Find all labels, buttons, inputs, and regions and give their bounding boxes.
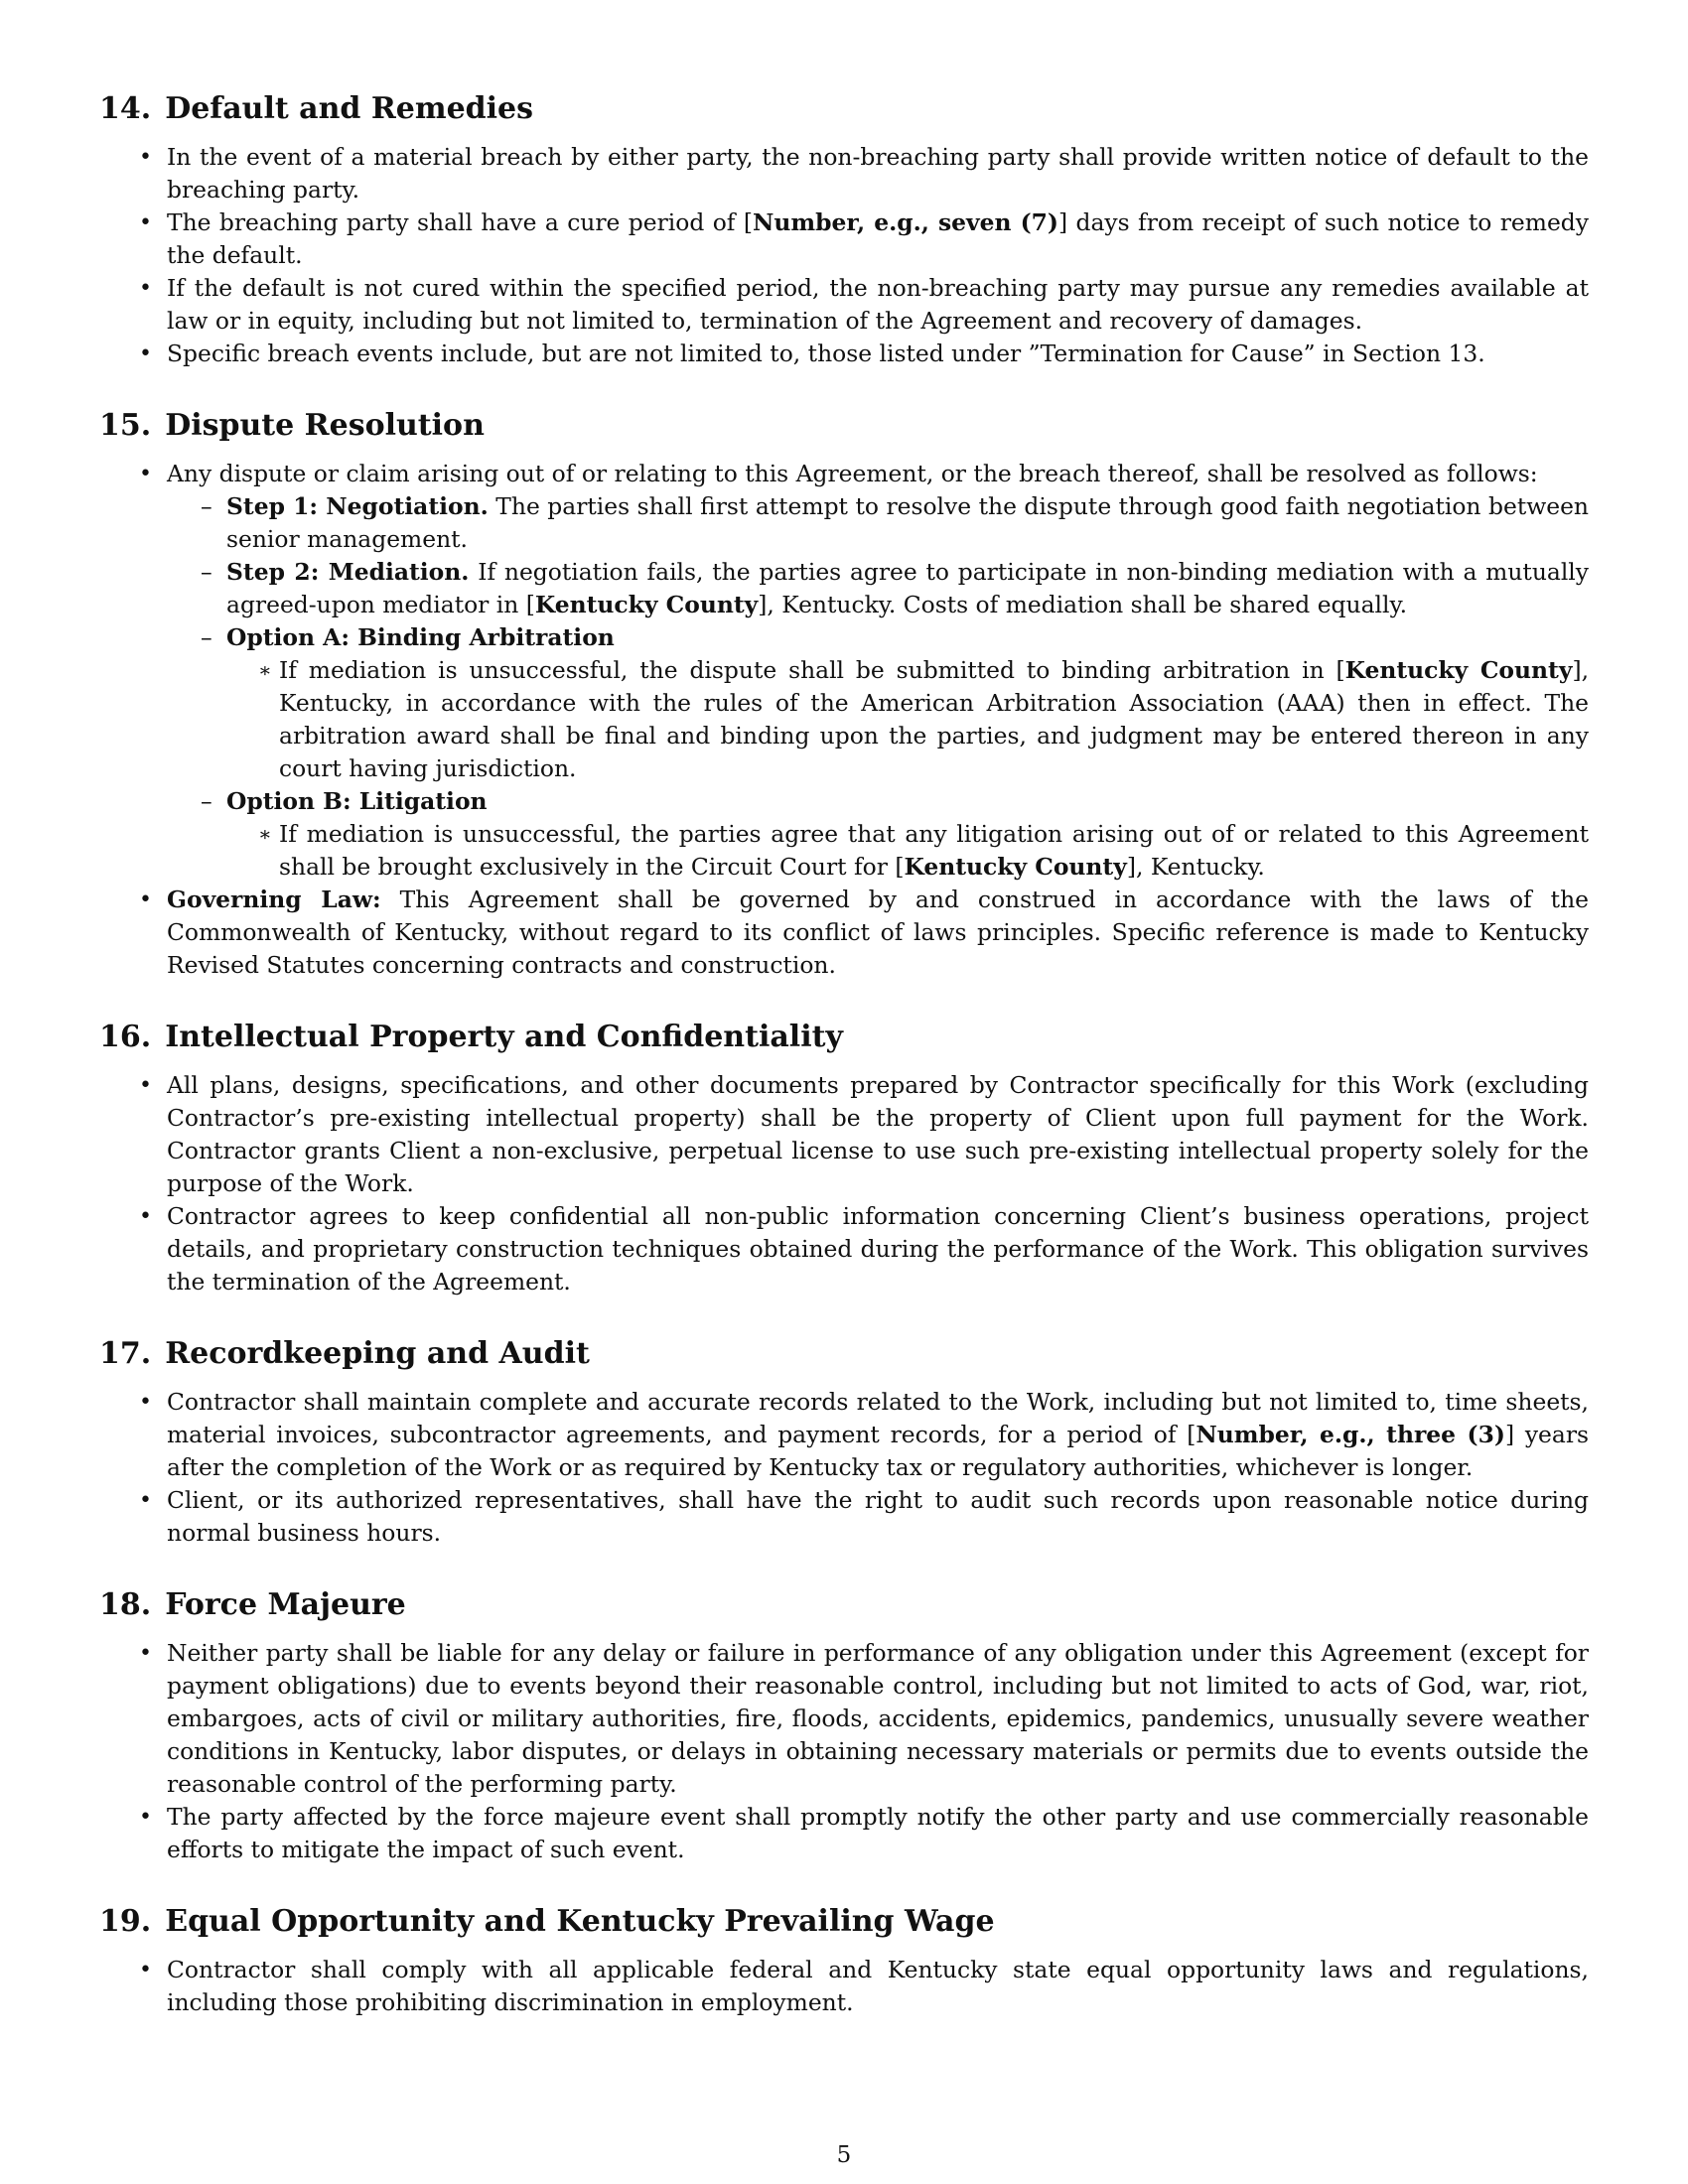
list-item: • Client, or its authorized representatives, shall have the right to audit such records upon reasonable notice during normal business hours.	[99, 1484, 1589, 1550]
list-item: • Contractor agrees to keep confidential all non-public information concerning Client’s business operations, project details, and proprietary construction techniques obtained during the performance of the Work. This obligation survives the termination of the Agreement.	[99, 1200, 1589, 1298]
sub-sub-list-item: ∗ If mediation is unsuccessful, the dispute shall be submitted to binding arbitration in [Kentucky County], Kentucky, in accordance with the rules of the American Arbitration Association (AAA) then in effect. The arbitration award shall be final and binding upon the parties, and judgment may be entered thereon in any court having jurisdiction.	[226, 654, 1589, 785]
list-item: • Neither party shall be liable for any delay or failure in performance of any obligation under this Agreement (except for payment obligations) due to events beyond their reasonable control, including but not limited to acts of God, war, riot, embargoes, acts of civil or military authorities, fire, floods, accidents, epidemics, pandemics, unusually severe weather conditions in Kentucky, labor disputes, or delays in obtaining necessary materials or permits due to events outside the reasonable control of the performing party.	[99, 1637, 1589, 1801]
list-item: • Contractor shall comply with all applicable federal and Kentucky state equal opportunity laws and regulations, including those prohibiting discrimination in employment.	[99, 1954, 1589, 2019]
section-heading: 14. Default and Remedies	[99, 91, 534, 126]
list-item: • Contractor shall maintain complete and accurate records related to the Work, including but not limited to, time sheets, material invoices, subcontractor agreements, and payment records, for a period of [Number, e.g., three (3)] years after the completion of the Work or as required by Kentucky tax or regulatory authorities, whichever is longer.	[99, 1386, 1589, 1484]
section-15	[99, 408, 1589, 982]
list-item: • If the default is not cured within the specified period, the non-breaching party may pursue any remedies available at law or in equity, including but not limited to, termination of the Agreement and recovery of damages.	[99, 272, 1589, 338]
list-item: • Governing Law: This Agreement shall be governed by and construed in accordance with the laws of the Commonwealth of Kentucky, without regard to its conflict of laws principles. Specific reference is made to Kentucky Revised Statutes concerning contracts and construction.	[99, 884, 1589, 982]
sub-sub-list-item: ∗ If mediation is unsuccessful, the parties agree that any litigation arising out of or related to this Agreement shall be brought exclusively in the Circuit Court for [Kentucky County], Kentucky.	[226, 818, 1589, 884]
section-19	[99, 1904, 1589, 2019]
section-heading: 17. Recordkeeping and Audit	[99, 1336, 590, 1371]
section-16	[99, 1020, 1589, 1298]
sub-list-item: – Step 1: Negotiation. The parties shall first attempt to resolve the dispute through good faith negotiation between senior management.	[167, 490, 1589, 556]
list-item: • Any dispute or claim arising out of or relating to this Agreement, or the breach thereof, shall be resolved as follows: – Step 1: Negotiation. The parties shall first attempt to resolve the dispute through good faith negotiation between senior management. – Step 2: Mediation. If negotiation fails, the parties agree to participate in non-binding mediation with a mutually agreed-upon mediator in [Kentucky County], Kentucky. Costs of mediation shall be shared equally. – Option A: Binding Arbitration ∗ If mediation is unsuccessful, the dispute shall be submitted to binding arbitration in [Kentucky County], Kentucky, in accordance with the rules of the American Arbitration Association (AAA) then in effect. The arbitration award shall be final and binding upon the parties, and judgment may be entered thereon in any court having jurisdiction. – Option B: Litigation ∗ If mediation is unsuccessful, the parties agree that any litigation arising out of or related to this Agreement shall be brought exclusively in the Circuit Court for [Kentucky County], Kentucky.	[99, 458, 1589, 884]
list-item: • In the event of a material breach by either party, the non-breaching party shall provide written notice of default to the breaching party.	[99, 141, 1589, 206]
page-number: 5	[836, 2142, 852, 2168]
page-content	[99, 91, 1589, 2057]
section-17	[99, 1336, 1589, 1550]
section-heading: 16. Intellectual Property and Confidentiality	[99, 1020, 843, 1054]
list-item: • Specific breach events include, but are not limited to, those listed under ”Termination for Cause” in Section 13.	[99, 338, 1589, 370]
section-heading: 15. Dispute Resolution	[99, 408, 485, 443]
section-18	[99, 1587, 1589, 1866]
section-heading: 19. Equal Opportunity and Kentucky Prevailing Wage	[99, 1904, 995, 1939]
list-item: • The party affected by the force majeure event shall promptly notify the other party and use commercially reasonable efforts to mitigate the impact of such event.	[99, 1801, 1589, 1866]
sub-list-item: – Option B: Litigation ∗ If mediation is unsuccessful, the parties agree that any litigation arising out of or related to this Agreement shall be brought exclusively in the Circuit Court for [Kentucky County], Kentucky.	[167, 785, 1589, 884]
section-14	[99, 91, 1589, 370]
section-heading: 18. Force Majeure	[99, 1587, 406, 1622]
sub-list-item: – Step 2: Mediation. If negotiation fails, the parties agree to participate in non-binding mediation with a mutually agreed-upon mediator in [Kentucky County], Kentucky. Costs of mediation shall be shared equally.	[167, 556, 1589, 621]
list-item: • All plans, designs, specifications, and other documents prepared by Contractor specifically for this Work (excluding Contractor’s pre-existing intellectual property) shall be the property of Client upon full payment for the Work. Contractor grants Client a non-exclusive, perpetual license to use such pre-existing intellectual property solely for the purpose of the Work.	[99, 1069, 1589, 1200]
list-item: • The breaching party shall have a cure period of [Number, e.g., seven (7)] days from receipt of such notice to remedy the default.	[99, 206, 1589, 272]
sub-list-item: – Option A: Binding Arbitration ∗ If mediation is unsuccessful, the dispute shall be submitted to binding arbitration in [Kentucky County], Kentucky, in accordance with the rules of the American Arbitration Association (AAA) then in effect. The arbitration award shall be final and binding upon the parties, and judgment may be entered thereon in any court having jurisdiction.	[167, 621, 1589, 785]
